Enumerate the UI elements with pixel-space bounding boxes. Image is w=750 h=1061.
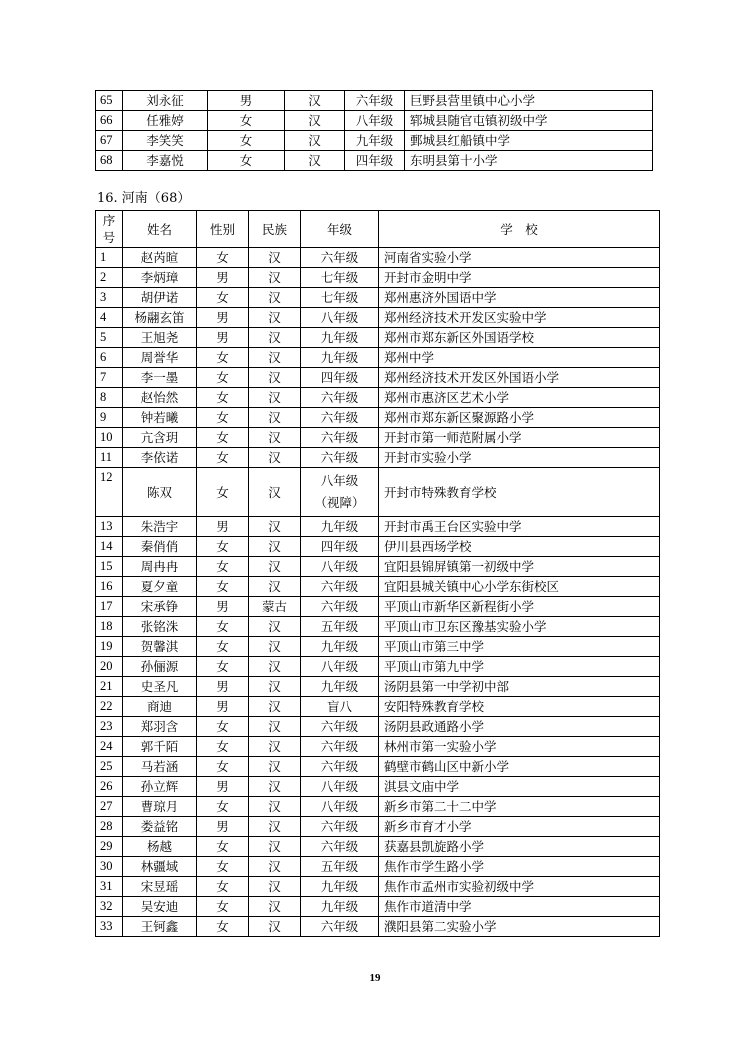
- table-row: [96, 111, 653, 131]
- table-row: [96, 537, 660, 557]
- cell-gender: 女: [197, 737, 249, 757]
- cell-gender: 女: [197, 897, 249, 917]
- cell-school: 获嘉县凯旋路小学: [379, 837, 660, 857]
- cell-ethnicity: 汉: [249, 797, 301, 817]
- cell-gender: 女: [197, 917, 249, 937]
- table-row: [96, 557, 660, 577]
- cell-grade: 六年级: [301, 817, 379, 837]
- table-row: [96, 917, 660, 937]
- cell-gender: 女: [197, 617, 249, 637]
- cell-name: 刘永征: [123, 91, 208, 111]
- table-row: [96, 288, 660, 308]
- cell-name: 朱浩宇: [123, 517, 197, 537]
- cell-grade: 六年级: [301, 737, 379, 757]
- cell-seq: 15: [96, 557, 123, 577]
- cell-gender: 女: [197, 368, 249, 388]
- cell-gender: 女: [197, 537, 249, 557]
- table-row: [96, 877, 660, 897]
- cell-school: 郑州市郑东新区聚源路小学: [379, 408, 660, 428]
- table-row: [96, 328, 660, 348]
- table-row: [96, 408, 660, 428]
- table-row: [96, 637, 660, 657]
- cell-seq: 22: [96, 697, 123, 717]
- cell-gender: 女: [197, 448, 249, 468]
- table-row: [96, 737, 660, 757]
- continued-student-table: [95, 90, 653, 171]
- cell-gender: 女: [197, 877, 249, 897]
- cell-ethnicity: 汉: [249, 617, 301, 637]
- cell-ethnicity: 汉: [285, 91, 345, 111]
- cell-gender: 女: [197, 468, 249, 517]
- table-row: [96, 151, 653, 171]
- cell-school: 平顶山市第三中学: [379, 637, 660, 657]
- cell-school: 伊川县西场学校: [379, 537, 660, 557]
- cell-grade: 九年级: [301, 328, 379, 348]
- cell-gender: 男: [197, 517, 249, 537]
- cell-seq: 10: [96, 428, 123, 448]
- cell-name: 任雅婷: [123, 111, 208, 131]
- cell-grade: 七年级: [301, 268, 379, 288]
- table-row: [96, 797, 660, 817]
- cell-name: 王钶鑫: [123, 917, 197, 937]
- cell-gender: 女: [208, 111, 285, 131]
- cell-ethnicity: 汉: [285, 131, 345, 151]
- cell-gender: 女: [197, 857, 249, 877]
- page-number: 19: [369, 972, 381, 984]
- cell-name: 宋昱瑶: [123, 877, 197, 897]
- cell-school: 开封市禹王台区实验中学: [379, 517, 660, 537]
- header-school: 学 校: [379, 211, 660, 248]
- cell-seq: 26: [96, 777, 123, 797]
- cell-gender: 女: [197, 557, 249, 577]
- cell-name: 夏夕童: [123, 577, 197, 597]
- cell-name: 曹琼月: [123, 797, 197, 817]
- cell-ethnicity: 汉: [249, 557, 301, 577]
- cell-grade: 八年级: [301, 797, 379, 817]
- cell-school: 郑州中学: [379, 348, 660, 368]
- cell-gender: 男: [197, 308, 249, 328]
- cell-ethnicity: 汉: [249, 737, 301, 757]
- cell-name: 胡伊诺: [123, 288, 197, 308]
- cell-name: 宋承铮: [123, 597, 197, 617]
- cell-seq: 2: [96, 268, 123, 288]
- table-row: [96, 857, 660, 877]
- cell-seq: 13: [96, 517, 123, 537]
- cell-ethnicity: 汉: [249, 657, 301, 677]
- cell-school: 宜阳县锦屏镇第一初级中学: [379, 557, 660, 577]
- cell-name: 亢含玥: [123, 428, 197, 448]
- cell-ethnicity: 汉: [249, 537, 301, 557]
- table-row: [96, 757, 660, 777]
- cell-gender: 男: [197, 328, 249, 348]
- cell-school: 开封市特殊教育学校: [379, 468, 660, 517]
- cell-seq: 7: [96, 368, 123, 388]
- cell-gender: 女: [197, 388, 249, 408]
- cell-grade: 六年级: [301, 448, 379, 468]
- table-row: [96, 348, 660, 368]
- table-row: [96, 657, 660, 677]
- cell-grade: 八年级: [301, 308, 379, 328]
- cell-ethnicity: 汉: [249, 268, 301, 288]
- cell-grade: 九年级: [301, 897, 379, 917]
- cell-name: 杨越: [123, 837, 197, 857]
- cell-school: 焦作市学生路小学: [379, 857, 660, 877]
- cell-seq: 33: [96, 917, 123, 937]
- cell-school: 开封市实验小学: [379, 448, 660, 468]
- cell-school: 林州市第一实验小学: [379, 737, 660, 757]
- cell-seq: 23: [96, 717, 123, 737]
- cell-school: 平顶山市卫东区豫基实验小学: [379, 617, 660, 637]
- table-row: [96, 468, 660, 517]
- cell-school: 郑州惠济外国语中学: [379, 288, 660, 308]
- table-row: [96, 597, 660, 617]
- cell-seq: 29: [96, 837, 123, 857]
- cell-seq: 68: [96, 151, 123, 171]
- cell-name: 周誉华: [123, 348, 197, 368]
- cell-ethnicity: 汉: [249, 408, 301, 428]
- cell-seq: 9: [96, 408, 123, 428]
- table-row: [96, 897, 660, 917]
- cell-gender: 男: [197, 697, 249, 717]
- cell-name: 林疆域: [123, 857, 197, 877]
- cell-name: 李一墨: [123, 368, 197, 388]
- cell-school: 濮阳县第二实验小学: [379, 917, 660, 937]
- cell-grade: 六年级: [301, 757, 379, 777]
- cell-ethnicity: 汉: [249, 388, 301, 408]
- cell-name: 陈双: [123, 468, 197, 517]
- cell-school: 郑州市惠济区艺术小学: [379, 388, 660, 408]
- cell-school: 郓城县随官屯镇初级中学: [405, 111, 653, 131]
- cell-seq: 18: [96, 617, 123, 637]
- cell-name: 李嘉悦: [123, 151, 208, 171]
- table-row: [96, 517, 660, 537]
- cell-grade: 九年级: [301, 517, 379, 537]
- cell-grade: 七年级: [301, 288, 379, 308]
- table-row: [96, 248, 660, 268]
- cell-gender: 女: [197, 717, 249, 737]
- cell-ethnicity: 汉: [249, 448, 301, 468]
- cell-school: 平顶山市第九中学: [379, 657, 660, 677]
- cell-ethnicity: 汉: [249, 517, 301, 537]
- cell-grade: 六年级: [301, 248, 379, 268]
- table-row: [96, 617, 660, 637]
- cell-name: 郭千陌: [123, 737, 197, 757]
- cell-gender: 女: [197, 348, 249, 368]
- cell-seq: 67: [96, 131, 123, 151]
- cell-school: 淇县文庙中学: [379, 777, 660, 797]
- cell-gender: 男: [197, 677, 249, 697]
- cell-grade: 九年级: [301, 637, 379, 657]
- cell-grade: 盲八: [301, 697, 379, 717]
- cell-seq: 4: [96, 308, 123, 328]
- cell-grade: 六年级: [345, 91, 405, 111]
- cell-name: 张铭洙: [123, 617, 197, 637]
- cell-school: 河南省实验小学: [379, 248, 660, 268]
- cell-ethnicity: 汉: [249, 428, 301, 448]
- cell-seq: 6: [96, 348, 123, 368]
- table-row: [96, 268, 660, 288]
- cell-school: 鹤壁市鹤山区中新小学: [379, 757, 660, 777]
- cell-ethnicity: 汉: [249, 817, 301, 837]
- table-row: [96, 777, 660, 797]
- cell-seq: 5: [96, 328, 123, 348]
- cell-ethnicity: 汉: [249, 637, 301, 657]
- cell-school: 郑州市郑东新区外国语学校: [379, 328, 660, 348]
- cell-ethnicity: 汉: [249, 777, 301, 797]
- table-row: [96, 577, 660, 597]
- cell-seq: 28: [96, 817, 123, 837]
- cell-seq: 30: [96, 857, 123, 877]
- cell-grade: 六年级: [301, 597, 379, 617]
- cell-name: 赵芮暄: [123, 248, 197, 268]
- henan-table-body: [96, 248, 660, 937]
- header-name: 姓名: [123, 211, 197, 248]
- cell-grade: 四年级: [345, 151, 405, 171]
- cell-ethnicity: 汉: [249, 697, 301, 717]
- cell-school: 新乡市第二十二中学: [379, 797, 660, 817]
- cell-seq: 20: [96, 657, 123, 677]
- table-row: [96, 428, 660, 448]
- cell-seq: 16: [96, 577, 123, 597]
- header-ethnicity: 民族: [249, 211, 301, 248]
- cell-school: 平顶山市新华区新程街小学: [379, 597, 660, 617]
- cell-school: 宜阳县城关镇中心小学东街校区: [379, 577, 660, 597]
- cell-seq: 14: [96, 537, 123, 557]
- cell-ethnicity: 蒙古: [249, 597, 301, 617]
- cell-grade: 五年级: [301, 857, 379, 877]
- cell-seq: 12: [96, 468, 123, 517]
- cell-name: 娄益铭: [123, 817, 197, 837]
- table-header-row: [96, 211, 660, 248]
- table-row: [96, 448, 660, 468]
- cell-name: 钟若曦: [123, 408, 197, 428]
- continued-table-body: [96, 91, 653, 171]
- cell-name: 吴安迪: [123, 897, 197, 917]
- cell-ethnicity: 汉: [249, 348, 301, 368]
- cell-ethnicity: 汉: [285, 111, 345, 131]
- cell-ethnicity: 汉: [249, 328, 301, 348]
- cell-name: 孙立辉: [123, 777, 197, 797]
- cell-name: 史圣凡: [123, 677, 197, 697]
- cell-grade: 五年级: [301, 617, 379, 637]
- cell-ethnicity: 汉: [249, 368, 301, 388]
- cell-grade: 四年级: [301, 537, 379, 557]
- cell-name: 李依诺: [123, 448, 197, 468]
- cell-name: 李炳璋: [123, 268, 197, 288]
- cell-name: 杨翮玄笛: [123, 308, 197, 328]
- cell-gender: 女: [197, 428, 249, 448]
- table-row: [96, 368, 660, 388]
- cell-ethnicity: 汉: [249, 917, 301, 937]
- cell-school: 汤阴县政通路小学: [379, 717, 660, 737]
- cell-name: 马若涵: [123, 757, 197, 777]
- cell-gender: 女: [197, 577, 249, 597]
- cell-seq: 8: [96, 388, 123, 408]
- table-row: [96, 308, 660, 328]
- cell-seq: 1: [96, 248, 123, 268]
- cell-name: 周冉冉: [123, 557, 197, 577]
- cell-seq: 11: [96, 448, 123, 468]
- table-row: [96, 388, 660, 408]
- table-row: [96, 131, 653, 151]
- cell-gender: 女: [197, 837, 249, 857]
- cell-gender: 女: [197, 657, 249, 677]
- cell-seq: 25: [96, 757, 123, 777]
- cell-ethnicity: 汉: [249, 288, 301, 308]
- cell-grade: 六年级: [301, 428, 379, 448]
- cell-grade: 六年级: [301, 717, 379, 737]
- cell-school: 焦作市道清中学: [379, 897, 660, 917]
- cell-gender: 女: [208, 131, 285, 151]
- cell-school: 安阳特殊教育学校: [379, 697, 660, 717]
- cell-gender: 男: [197, 597, 249, 617]
- cell-gender: 女: [197, 248, 249, 268]
- cell-name: 李笑笑: [123, 131, 208, 151]
- cell-ethnicity: 汉: [249, 468, 301, 517]
- cell-gender: 女: [197, 757, 249, 777]
- cell-seq: 24: [96, 737, 123, 757]
- cell-ethnicity: 汉: [249, 248, 301, 268]
- cell-ethnicity: 汉: [249, 717, 301, 737]
- cell-gender: 男: [197, 268, 249, 288]
- cell-name: 贺馨淇: [123, 637, 197, 657]
- cell-school: 开封市第一师范附属小学: [379, 428, 660, 448]
- cell-grade: 四年级: [301, 368, 379, 388]
- cell-seq: 17: [96, 597, 123, 617]
- cell-grade: 八年级（视障）: [301, 468, 379, 517]
- cell-grade: 八年级: [301, 557, 379, 577]
- cell-school: 东明县第十小学: [405, 151, 653, 171]
- cell-ethnicity: 汉: [249, 837, 301, 857]
- table-row: [96, 677, 660, 697]
- cell-seq: 19: [96, 637, 123, 657]
- cell-ethnicity: 汉: [249, 308, 301, 328]
- cell-school: 巨野县营里镇中心小学: [405, 91, 653, 111]
- cell-seq: 21: [96, 677, 123, 697]
- cell-gender: 男: [208, 91, 285, 111]
- cell-name: 郑羽含: [123, 717, 197, 737]
- cell-seq: 3: [96, 288, 123, 308]
- cell-school: 开封市金明中学: [379, 268, 660, 288]
- cell-grade: 六年级: [301, 577, 379, 597]
- cell-gender: 女: [197, 797, 249, 817]
- cell-ethnicity: 汉: [249, 757, 301, 777]
- cell-grade: 九年级: [301, 348, 379, 368]
- cell-ethnicity: 汉: [249, 677, 301, 697]
- section-title: 16. 河南（68）: [97, 191, 191, 206]
- cell-gender: 女: [197, 288, 249, 308]
- cell-seq: 32: [96, 897, 123, 917]
- table-row: [96, 697, 660, 717]
- cell-name: 王旭尧: [123, 328, 197, 348]
- cell-ethnicity: 汉: [249, 857, 301, 877]
- cell-school: 新乡市育才小学: [379, 817, 660, 837]
- cell-grade: 六年级: [301, 917, 379, 937]
- cell-ethnicity: 汉: [285, 151, 345, 171]
- cell-gender: 男: [197, 777, 249, 797]
- cell-grade: 八年级: [345, 111, 405, 131]
- cell-school: 鄄城县红船镇中学: [405, 131, 653, 151]
- table-row: [96, 91, 653, 111]
- cell-seq: 65: [96, 91, 123, 111]
- cell-name: 秦俏俏: [123, 537, 197, 557]
- cell-grade: 八年级: [301, 657, 379, 677]
- header-gender: 性别: [197, 211, 249, 248]
- header-grade: 年级: [301, 211, 379, 248]
- cell-ethnicity: 汉: [249, 577, 301, 597]
- cell-ethnicity: 汉: [249, 877, 301, 897]
- cell-school: 郑州经济技术开发区实验中学: [379, 308, 660, 328]
- cell-name: 商迪: [123, 697, 197, 717]
- cell-seq: 66: [96, 111, 123, 131]
- henan-student-table: [95, 210, 660, 937]
- header-seq: 序号: [96, 211, 123, 248]
- cell-name: 孙俪源: [123, 657, 197, 677]
- cell-grade: 九年级: [301, 677, 379, 697]
- table-row: [96, 837, 660, 857]
- cell-seq: 27: [96, 797, 123, 817]
- cell-seq: 31: [96, 877, 123, 897]
- cell-grade: 六年级: [301, 408, 379, 428]
- cell-name: 赵怡然: [123, 388, 197, 408]
- cell-gender: 女: [208, 151, 285, 171]
- cell-grade: 九年级: [345, 131, 405, 151]
- cell-grade: 九年级: [301, 877, 379, 897]
- cell-gender: 女: [197, 637, 249, 657]
- cell-school: 焦作市孟州市实验初级中学: [379, 877, 660, 897]
- table-row: [96, 717, 660, 737]
- cell-ethnicity: 汉: [249, 897, 301, 917]
- cell-gender: 男: [197, 817, 249, 837]
- cell-grade: 六年级: [301, 388, 379, 408]
- cell-gender: 女: [197, 408, 249, 428]
- cell-grade: 八年级: [301, 777, 379, 797]
- cell-grade: 六年级: [301, 837, 379, 857]
- cell-school: 郑州经济技术开发区外国语小学: [379, 368, 660, 388]
- cell-school: 汤阴县第一中学初中部: [379, 677, 660, 697]
- table-row: [96, 817, 660, 837]
